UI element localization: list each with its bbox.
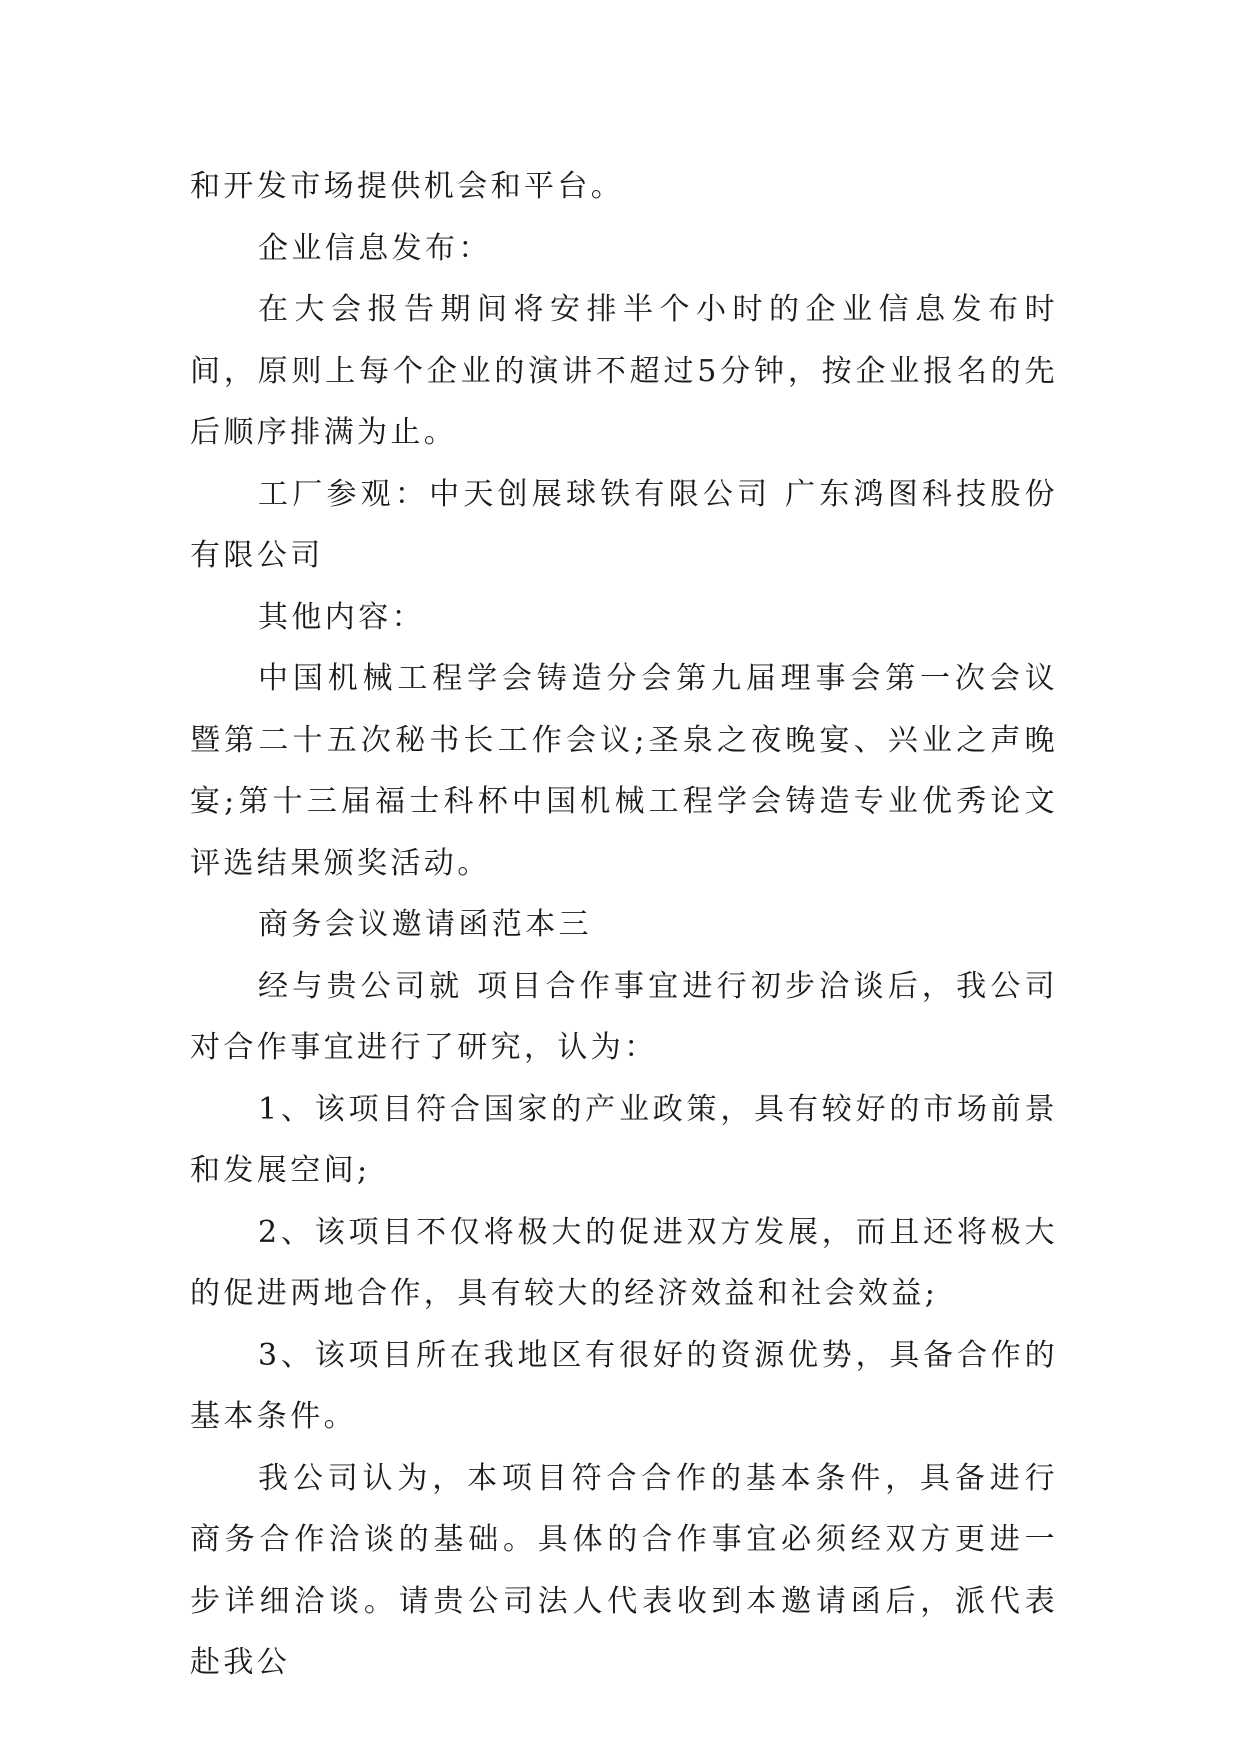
- heading-other-content: 其他内容：: [258, 599, 425, 635]
- paragraph-other-content-details: 中国机械工程学会铸造分会第九届理事会第一次会议暨第二十五次秘书长工作会议;圣泉之夜晚宴、兴业之声晚宴;第十三届福士科杯中国机械工程学会铸造专业优秀论文评选结果颁奖活动。: [190, 661, 1058, 881]
- paragraph-continuation: 和开发市场提供机会和平台。: [190, 169, 625, 204]
- heading-invitation-sample-three: 商务会议邀请函范本三: [258, 907, 592, 942]
- list-item-point-2: 2、该项目不仅将极大的促进双方发展，而且还将极大的促进两地合作，具有较大的经济效益和社会效益;: [190, 1214, 1058, 1311]
- list-item-point-1: 1、该项目符合国家的产业政策，具有较好的市场前景和发展空间;: [190, 1091, 1058, 1188]
- paragraph-factory-visit: 工厂参观：中天创展球铁有限公司 广东鸿图科技股份有限公司: [190, 476, 1058, 573]
- paragraph-invitation-intro: 经与贵公司就 项目合作事宜进行初步洽谈后，我公司对合作事宜进行了研究，认为：: [190, 968, 1058, 1065]
- paragraph-enterprise-info-details: 在大会报告期间将安排半个小时的企业信息发布时间，原则上每个企业的演讲不超过5分钟，按企业报名的先后顺序排满为止。: [190, 292, 1058, 450]
- document-body: [190, 156, 1058, 1694]
- heading-enterprise-info-release: 企业信息发布：: [258, 230, 492, 266]
- list-item-point-3: 3、该项目所在我地区有很好的资源优势，具备合作的基本条件。: [190, 1337, 1058, 1434]
- paragraph-conclusion: 我公司认为，本项目符合合作的基本条件，具备进行商务合作洽谈的基础。具体的合作事宜必须经双方更进一步详细洽谈。请贵公司法人代表收到本邀请函后，派代表赴我公: [190, 1460, 1058, 1680]
